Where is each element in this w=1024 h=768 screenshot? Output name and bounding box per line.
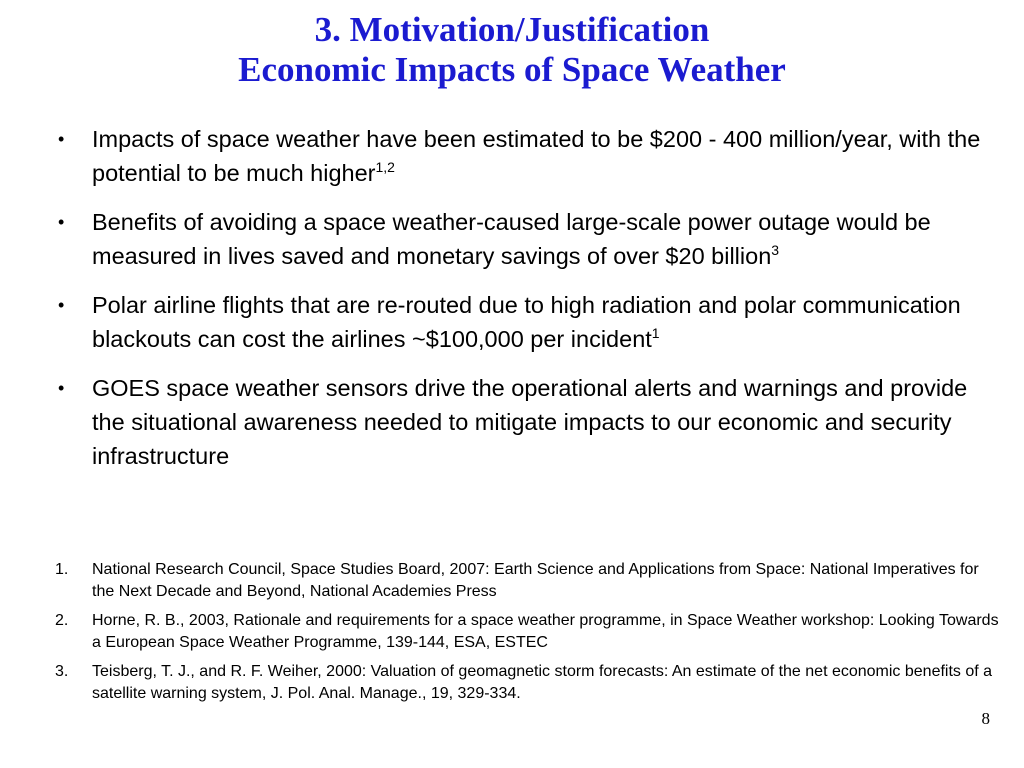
slide-title [0, 10, 1024, 90]
bullet-item [55, 371, 1005, 473]
bullet-marker: • [58, 295, 65, 315]
bullet-marker: • [58, 378, 65, 398]
slide-title-line-2: Economic Impacts of Space Weather [238, 50, 786, 89]
bullet-list [55, 122, 1005, 488]
reference-text: National Research Council, Space Studies Board, 2007: Earth Science and Applications from Space: National Imperatives for the Next Decade and Beyond, National Academies Press [92, 561, 979, 600]
bullet-text: Polar airline flights that are re-routed due to high radiation and polar communication blackouts can cost the airlines ~$100,000 per incident [92, 292, 961, 352]
page-number: 8 [981, 709, 990, 728]
bullet-item [55, 122, 1005, 190]
reference-text: Horne, R. B., 2003, Rationale and requirements for a space weather programme, in Space Weather workshop: Looking Towards a European Space Weather Programme, 139-144, ESA, ESTEC [92, 612, 999, 651]
reference-number: 2. [55, 612, 69, 629]
citation-superscript: 3 [771, 242, 780, 258]
reference-item [55, 661, 1005, 705]
bullet-item [55, 205, 1005, 273]
reference-item [55, 559, 1005, 603]
slide-title-line-1: 3. Motivation/Justification [314, 10, 710, 49]
reference-number: 3. [55, 663, 69, 680]
bullet-marker: • [58, 212, 65, 232]
bullet-text: Benefits of avoiding a space weather-caused large-scale power outage would be measured in lives saved and monetary savings of over $20 billion [92, 209, 931, 269]
citation-superscript: 1 [651, 325, 660, 341]
bullet-text: GOES space weather sensors drive the operational alerts and warnings and provide the situational awareness needed to mitigate impacts to our economic and security infrastructure [92, 375, 968, 469]
reference-list [55, 559, 1005, 712]
bullet-item [55, 288, 1005, 356]
bullet-marker: • [58, 129, 65, 149]
citation-superscript: 1,2 [375, 159, 395, 175]
bullet-text: Impacts of space weather have been estimated to be $200 - 400 million/year, with the potential to be much higher [92, 126, 981, 186]
reference-number: 1. [55, 561, 69, 578]
reference-text: Teisberg, T. J., and R. F. Weiher, 2000: Valuation of geomagnetic storm forecasts: An estimate of the net economic benefits of a satellite warning system, J. Pol. Anal. Manage., 19, 329-334. [92, 663, 993, 702]
reference-item [55, 610, 1005, 654]
